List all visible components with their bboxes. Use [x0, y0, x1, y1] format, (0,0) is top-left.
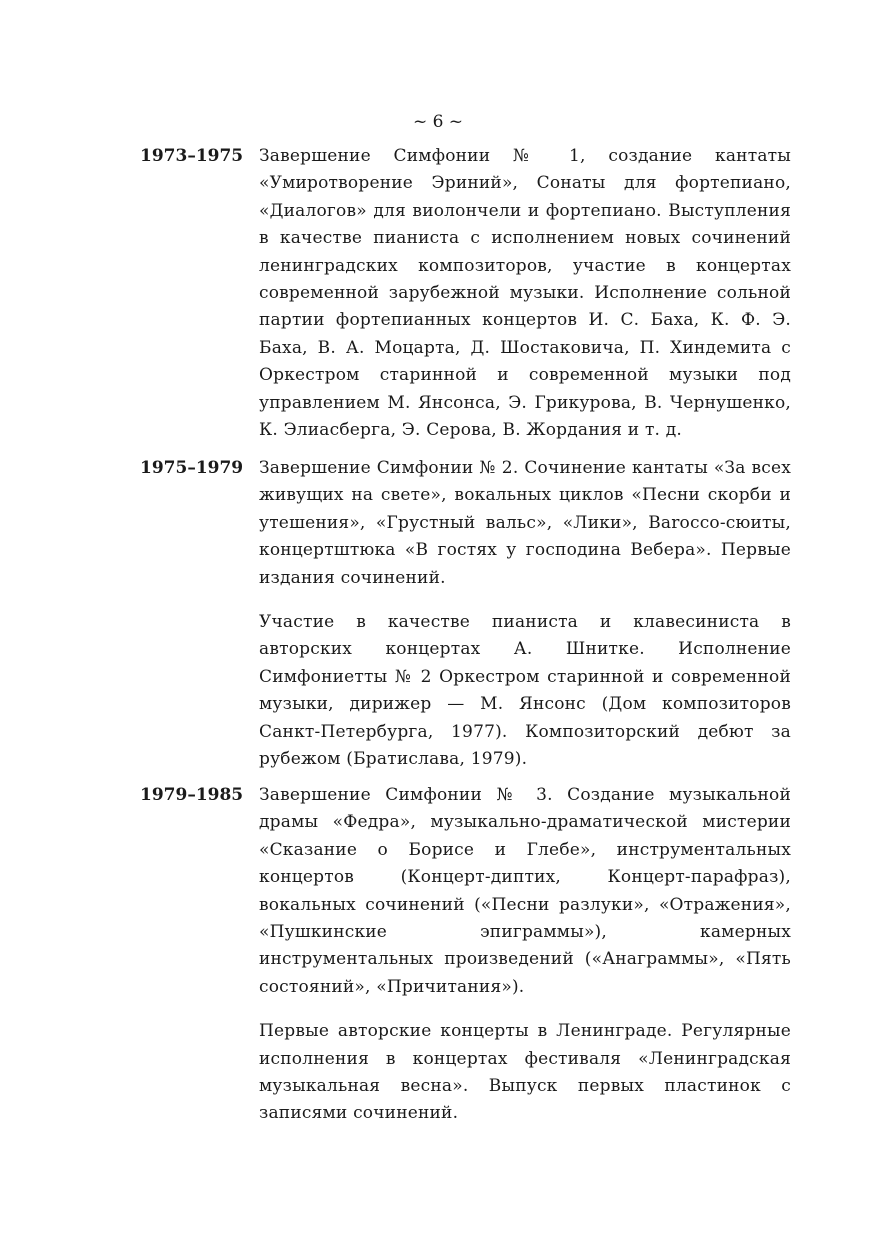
- entry-years: 1975–1979: [140, 458, 244, 478]
- entry-body: [259, 455, 791, 790]
- entry-body: [259, 143, 791, 461]
- entry-paragraph: Первые авторские концерты в Ленинграде. Регулярные исполнения в концертах фестиваля «Ленинградская музыкальная весна». Выпуск первых пластинок с записями сочинений.: [259, 1021, 791, 1124]
- entry-years: 1979–1985: [140, 785, 244, 805]
- entry-paragraph: Завершение Симфонии № 1, создание кантаты «Умиротворение Эриний», Сонаты для фортепиано, «Диалогов» для виолончели и фортепиано. Выступления в качестве пианиста с исполнением новых сочинений ленинградских композиторов, участие в концертах современной зарубежной музыки. Исполнение сольной партии фортепианных концертов И. С. Баха, К. Ф. Э. Баха, В. А. Моцарта, Д. Шостаковича, П. Хиндемита с Оркестром старинной и современной музыки под управлением М. Янсонса, Э. Грикурова, В. Чернушенко, К. Элиасберга, Э. Серова, В. Жордания и т. д.: [259, 146, 791, 441]
- entry-years: 1973–1975: [140, 146, 244, 166]
- entry-paragraph: Завершение Симфонии № 2. Сочинение кантаты «За всех живущих на свете», вокальных циклов «Песни скорби и утешения», «Грустный вальс», «Лики», Barocco-сюиты, концертштюка «В гостях у господина Вебера». Первые издания сочинений.: [259, 458, 791, 588]
- entry-body: [259, 782, 791, 1145]
- page-number: ~ 6 ~: [412, 112, 464, 132]
- entry-paragraph: Участие в качестве пианиста и клавесиниста в авторских концертах А. Шнитке. Исполнение Симфониетты № 2 Оркестром старинной и современной музыки, дирижер — М. Янсонс (Дом композиторов Санкт-Петербурга, 1977). Композиторский дебют за рубежом (Братислава, 1979).: [259, 612, 791, 770]
- entry-paragraph: Завершение Симфонии № 3. Создание музыкальной драмы «Федра», музыкально-драматической мистерии «Сказание о Борисе и Глебе», инструментальных концертов (Концерт-диптих, Концерт-парафраз), вокальных сочинений («Песни разлуки», «Отражения», «Пушкинские эпиграммы»), камерных инструментальных произведений («Анаграммы», «Пять состояний», «Причитания»).: [259, 785, 791, 997]
